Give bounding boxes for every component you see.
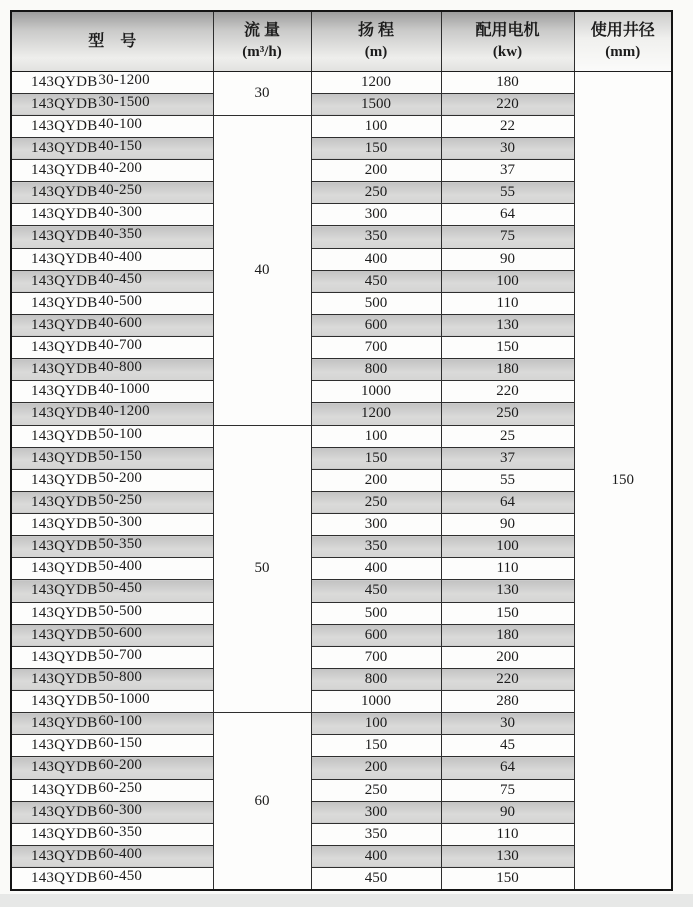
- table-row: [11, 646, 672, 668]
- model-cell: [11, 403, 213, 425]
- motor-cell: 90: [441, 514, 574, 536]
- model-prefix: 143QYDB: [31, 405, 98, 422]
- flow-cell: 60: [213, 713, 311, 890]
- head-cell: 800: [311, 668, 441, 690]
- head-cell: 350: [311, 823, 441, 845]
- table-row: [11, 757, 672, 779]
- model-prefix: 143QYDB: [31, 870, 98, 886]
- table-row: [11, 182, 672, 204]
- model-cell: [11, 668, 213, 690]
- motor-cell: 130: [441, 580, 574, 602]
- model-prefix: 143QYDB: [31, 427, 98, 444]
- model-suffix: 40-350: [98, 226, 143, 243]
- motor-cell: 220: [441, 381, 574, 403]
- model-cell: [11, 447, 213, 469]
- col-header-flow: [213, 11, 311, 71]
- head-cell: 150: [311, 137, 441, 159]
- model-suffix: 40-1200: [98, 403, 150, 420]
- table-row: [11, 491, 672, 513]
- model-cell: [11, 248, 213, 270]
- model-cell: [11, 425, 213, 447]
- col-header-motor-unit: (kw): [492, 43, 523, 60]
- motor-cell: 150: [441, 868, 574, 891]
- model-prefix: 143QYDB: [31, 206, 98, 223]
- head-cell: 100: [311, 713, 441, 735]
- table-row: [11, 845, 672, 867]
- model-suffix: 40-100: [98, 115, 143, 132]
- model-cell: [11, 226, 213, 248]
- head-cell: 250: [311, 491, 441, 513]
- model-prefix: 143QYDB: [31, 715, 98, 732]
- col-header-well-unit: (mm): [605, 43, 641, 60]
- head-cell: 150: [311, 735, 441, 757]
- table-row: [11, 536, 672, 558]
- motor-cell: 110: [441, 558, 574, 580]
- model-suffix: 60-250: [98, 779, 143, 796]
- model-cell: [11, 71, 213, 93]
- table-row: [11, 713, 672, 735]
- model-suffix: 50-200: [98, 469, 143, 486]
- table-row: [11, 779, 672, 801]
- table-row: [11, 71, 672, 93]
- model-cell: [11, 292, 213, 314]
- motor-cell: 55: [441, 469, 574, 491]
- col-header-flow-unit: (m³/h): [242, 43, 282, 60]
- model-suffix: 40-250: [98, 182, 143, 199]
- well-diameter-cell: 150: [574, 71, 672, 890]
- model-cell: [11, 204, 213, 226]
- model-cell: [11, 359, 213, 381]
- motor-cell: 180: [441, 71, 574, 93]
- model-prefix: 143QYDB: [31, 493, 98, 510]
- head-cell: 1500: [311, 93, 441, 115]
- model-prefix: 143QYDB: [31, 560, 98, 577]
- model-suffix: 50-800: [98, 668, 143, 685]
- motor-cell: 280: [441, 691, 574, 713]
- model-prefix: 143QYDB: [31, 626, 98, 643]
- table-row: [11, 403, 672, 425]
- motor-cell: 55: [441, 182, 574, 204]
- head-cell: 350: [311, 536, 441, 558]
- model-cell: [11, 845, 213, 867]
- table-row: [11, 469, 672, 491]
- col-header-model: [11, 11, 213, 71]
- model-suffix: 40-700: [98, 337, 143, 354]
- model-cell: [11, 93, 213, 115]
- motor-cell: 37: [441, 447, 574, 469]
- model-prefix: 143QYDB: [31, 139, 98, 156]
- head-cell: 450: [311, 868, 441, 891]
- head-cell: 400: [311, 248, 441, 270]
- table-row: [11, 314, 672, 336]
- motor-cell: 25: [441, 425, 574, 447]
- motor-cell: 30: [441, 137, 574, 159]
- model-prefix: 143QYDB: [31, 250, 98, 267]
- model-cell: [11, 580, 213, 602]
- table-row: [11, 160, 672, 182]
- head-cell: 100: [311, 425, 441, 447]
- scan-bottom-edge: [0, 894, 693, 907]
- model-prefix: 143QYDB: [31, 648, 98, 665]
- head-cell: 300: [311, 514, 441, 536]
- model-suffix: 40-1000: [98, 381, 150, 398]
- head-cell: 100: [311, 115, 441, 137]
- col-header-head-label: 扬 程: [357, 21, 394, 39]
- model-cell: [11, 779, 213, 801]
- head-cell: 600: [311, 314, 441, 336]
- motor-cell: 220: [441, 93, 574, 115]
- model-cell: [11, 602, 213, 624]
- motor-cell: 64: [441, 757, 574, 779]
- model-suffix: 40-300: [98, 204, 143, 221]
- table-row: [11, 248, 672, 270]
- col-header-well: [574, 11, 672, 71]
- model-prefix: 143QYDB: [31, 693, 98, 710]
- model-suffix: 60-100: [98, 713, 143, 730]
- model-cell: [11, 115, 213, 137]
- table-row: [11, 668, 672, 690]
- head-cell: 350: [311, 226, 441, 248]
- model-suffix: 60-450: [98, 868, 143, 884]
- table-row: [11, 93, 672, 115]
- model-suffix: 50-450: [98, 580, 143, 597]
- col-header-head-unit: (m): [364, 43, 388, 60]
- model-prefix: 143QYDB: [31, 294, 98, 311]
- head-cell: 450: [311, 270, 441, 292]
- motor-cell: 200: [441, 646, 574, 668]
- model-cell: [11, 536, 213, 558]
- model-cell: [11, 801, 213, 823]
- head-cell: 200: [311, 160, 441, 182]
- head-cell: 250: [311, 182, 441, 204]
- col-header-model-label: 型 号: [88, 32, 137, 50]
- head-cell: 600: [311, 624, 441, 646]
- motor-cell: 37: [441, 160, 574, 182]
- table-row: [11, 359, 672, 381]
- motor-cell: 100: [441, 536, 574, 558]
- model-prefix: 143QYDB: [31, 604, 98, 621]
- head-cell: 400: [311, 558, 441, 580]
- table-row: [11, 425, 672, 447]
- motor-cell: 30: [441, 713, 574, 735]
- model-cell: [11, 514, 213, 536]
- model-prefix: 143QYDB: [31, 316, 98, 333]
- model-prefix: 143QYDB: [31, 95, 98, 112]
- head-cell: 800: [311, 359, 441, 381]
- model-suffix: 60-350: [98, 823, 143, 840]
- model-cell: [11, 624, 213, 646]
- motor-cell: 150: [441, 337, 574, 359]
- model-prefix: 143QYDB: [31, 781, 98, 798]
- model-suffix: 40-800: [98, 359, 143, 376]
- table-row: [11, 868, 672, 891]
- model-cell: [11, 823, 213, 845]
- model-suffix: 60-300: [98, 801, 143, 818]
- table-row: [11, 823, 672, 845]
- table-row: [11, 624, 672, 646]
- col-header-flow-label: 流 量: [243, 21, 280, 39]
- table-row: [11, 602, 672, 624]
- motor-cell: 250: [441, 403, 574, 425]
- model-suffix: 40-200: [98, 160, 143, 177]
- head-cell: 200: [311, 757, 441, 779]
- model-prefix: 143QYDB: [31, 449, 98, 466]
- motor-cell: 130: [441, 314, 574, 336]
- head-cell: 1000: [311, 381, 441, 403]
- model-prefix: 143QYDB: [31, 339, 98, 356]
- model-suffix: 50-700: [98, 646, 143, 663]
- table-row: [11, 447, 672, 469]
- table-row: [11, 137, 672, 159]
- motor-cell: 22: [441, 115, 574, 137]
- col-header-well-label: 使用井径: [590, 21, 655, 39]
- col-header-motor-label: 配用电机: [475, 21, 540, 39]
- head-cell: 400: [311, 845, 441, 867]
- model-suffix: 30-1200: [98, 71, 150, 88]
- table-row: [11, 337, 672, 359]
- flow-cell: 30: [213, 71, 311, 115]
- model-cell: [11, 337, 213, 359]
- model-suffix: 50-300: [98, 514, 143, 531]
- model-prefix: 143QYDB: [31, 538, 98, 555]
- head-cell: 500: [311, 602, 441, 624]
- model-cell: [11, 381, 213, 403]
- table-row: [11, 292, 672, 314]
- motor-cell: 150: [441, 602, 574, 624]
- model-suffix: 40-150: [98, 137, 143, 154]
- motor-cell: 130: [441, 845, 574, 867]
- model-prefix: 143QYDB: [31, 361, 98, 378]
- model-prefix: 143QYDB: [31, 162, 98, 179]
- model-suffix: 50-1000: [98, 691, 150, 708]
- model-suffix: 30-1500: [98, 93, 150, 110]
- model-suffix: 40-500: [98, 292, 143, 309]
- table-row: [11, 514, 672, 536]
- model-prefix: 143QYDB: [31, 582, 98, 599]
- model-cell: [11, 868, 213, 891]
- model-cell: [11, 646, 213, 668]
- model-suffix: 60-150: [98, 735, 143, 752]
- model-prefix: 143QYDB: [31, 737, 98, 754]
- model-suffix: 50-500: [98, 602, 143, 619]
- motor-cell: 100: [441, 270, 574, 292]
- head-cell: 250: [311, 779, 441, 801]
- motor-cell: 64: [441, 204, 574, 226]
- head-cell: 450: [311, 580, 441, 602]
- model-cell: [11, 314, 213, 336]
- flow-cell: 40: [213, 115, 311, 425]
- model-suffix: 50-350: [98, 536, 143, 553]
- model-suffix: 60-200: [98, 757, 143, 774]
- model-prefix: 143QYDB: [31, 73, 98, 90]
- col-header-motor: [441, 11, 574, 71]
- head-cell: 200: [311, 469, 441, 491]
- table-row: [11, 691, 672, 713]
- model-suffix: 50-250: [98, 491, 143, 508]
- model-prefix: 143QYDB: [31, 471, 98, 488]
- model-cell: [11, 160, 213, 182]
- table-row: [11, 558, 672, 580]
- model-prefix: 143QYDB: [31, 847, 98, 864]
- motor-cell: 75: [441, 226, 574, 248]
- table-row: [11, 226, 672, 248]
- model-suffix: 40-400: [98, 248, 143, 265]
- flow-cell: 50: [213, 425, 311, 713]
- motor-cell: 110: [441, 292, 574, 314]
- model-prefix: 143QYDB: [31, 383, 98, 400]
- head-cell: 1200: [311, 71, 441, 93]
- model-prefix: 143QYDB: [31, 117, 98, 134]
- model-suffix: 50-400: [98, 558, 143, 575]
- model-suffix: 50-600: [98, 624, 143, 641]
- model-cell: [11, 137, 213, 159]
- pump-spec-table: [10, 10, 673, 891]
- model-prefix: 143QYDB: [31, 670, 98, 687]
- model-prefix: 143QYDB: [31, 516, 98, 533]
- head-cell: 1200: [311, 403, 441, 425]
- model-cell: [11, 558, 213, 580]
- model-suffix: 50-150: [98, 447, 143, 464]
- header-row: [11, 11, 672, 71]
- model-cell: [11, 691, 213, 713]
- table-row: [11, 270, 672, 292]
- model-cell: [11, 469, 213, 491]
- model-suffix: 60-400: [98, 845, 143, 862]
- model-cell: [11, 491, 213, 513]
- model-cell: [11, 182, 213, 204]
- model-suffix: 40-450: [98, 270, 143, 287]
- motor-cell: 180: [441, 624, 574, 646]
- model-suffix: 40-600: [98, 314, 143, 331]
- head-cell: 700: [311, 646, 441, 668]
- head-cell: 300: [311, 204, 441, 226]
- model-prefix: 143QYDB: [31, 228, 98, 245]
- table-row: [11, 580, 672, 602]
- model-suffix: 50-100: [98, 425, 143, 442]
- model-prefix: 143QYDB: [31, 272, 98, 289]
- table-row: [11, 735, 672, 757]
- col-header-head: [311, 11, 441, 71]
- model-cell: [11, 735, 213, 757]
- motor-cell: 64: [441, 491, 574, 513]
- model-prefix: 143QYDB: [31, 803, 98, 820]
- motor-cell: 90: [441, 801, 574, 823]
- head-cell: 500: [311, 292, 441, 314]
- motor-cell: 110: [441, 823, 574, 845]
- motor-cell: 75: [441, 779, 574, 801]
- head-cell: 150: [311, 447, 441, 469]
- table-row: [11, 204, 672, 226]
- head-cell: 1000: [311, 691, 441, 713]
- model-cell: [11, 713, 213, 735]
- table-row: [11, 381, 672, 403]
- model-prefix: 143QYDB: [31, 759, 98, 776]
- model-prefix: 143QYDB: [31, 825, 98, 842]
- head-cell: 700: [311, 337, 441, 359]
- table-row: [11, 115, 672, 137]
- motor-cell: 180: [441, 359, 574, 381]
- table-row: [11, 801, 672, 823]
- head-cell: 300: [311, 801, 441, 823]
- motor-cell: 45: [441, 735, 574, 757]
- motor-cell: 220: [441, 668, 574, 690]
- model-cell: [11, 270, 213, 292]
- model-prefix: 143QYDB: [31, 184, 98, 201]
- motor-cell: 90: [441, 248, 574, 270]
- model-cell: [11, 757, 213, 779]
